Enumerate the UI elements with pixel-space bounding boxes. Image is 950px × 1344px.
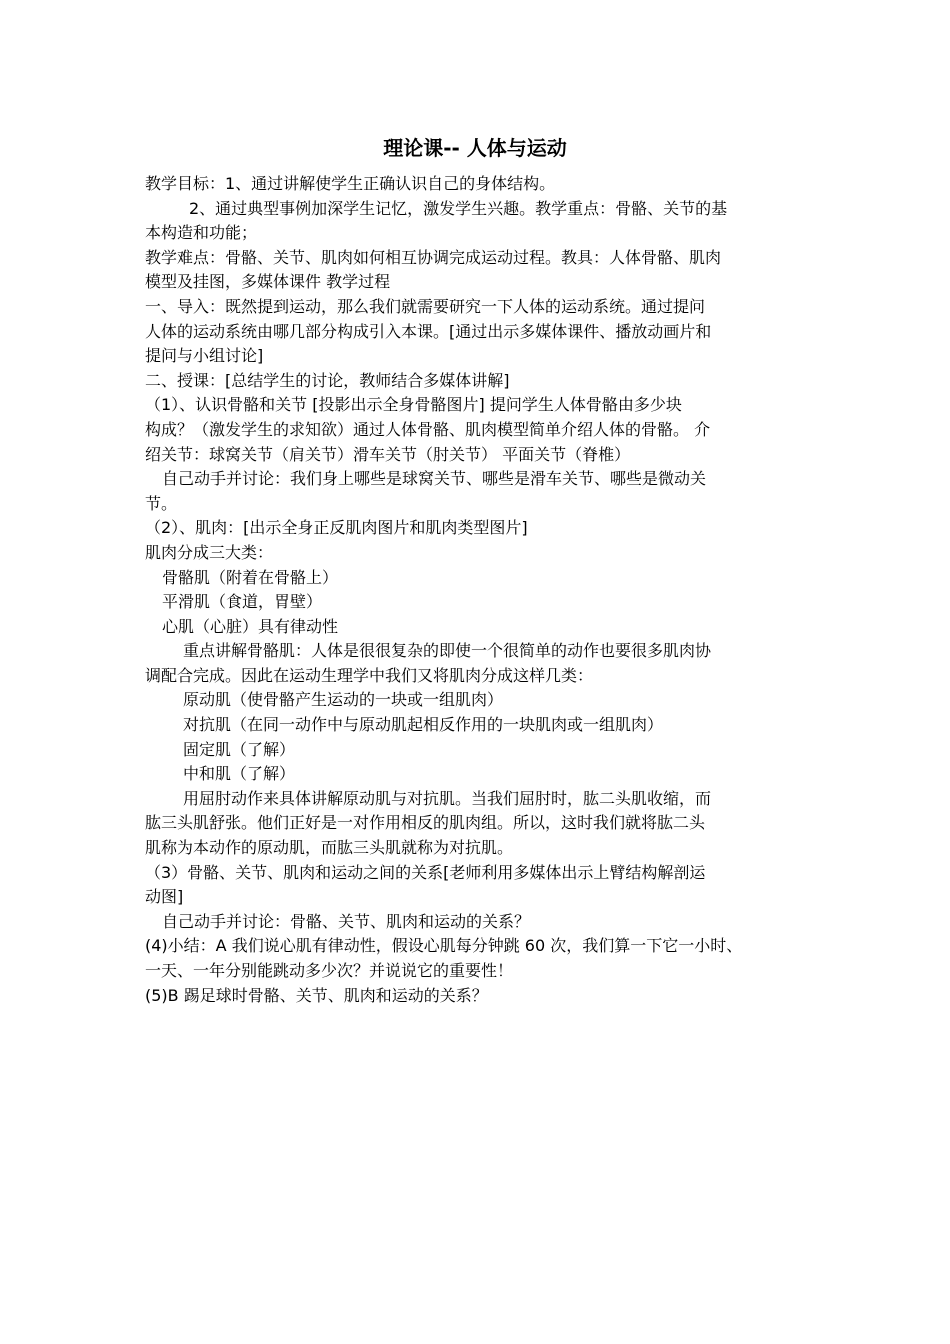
line-elbow-3: 肌称为本动作的原动肌，而肱三头肌就称为对抗肌。 — [145, 838, 514, 858]
line-discussion-2: 节。 — [145, 493, 178, 513]
line-key-points-cont: 本构造和功能； — [145, 223, 258, 243]
line-teaching-goal-2: 2、通过典型事例加深学生记忆，激发学生兴趣。教学重点：骨骼、关节的基 — [189, 198, 728, 218]
line-smooth-muscle: 平滑肌（食道，胃壁） — [162, 592, 323, 612]
line-discussion-1: 自己动手并讨论：我们身上哪些是球窝关节、哪些是滑车关节、哪些是微动关 — [162, 469, 707, 489]
line-relationship-2: 动图] — [145, 887, 184, 907]
line-skeletal-focus-1: 重点讲解骨骼肌：人体是很很复杂的即使一个很简单的动作也要很多肌肉协 — [183, 641, 712, 661]
line-summary-2: 一天、一年分别能跳动多少次？并说说它的重要性！ — [145, 961, 514, 980]
line-skeletal-muscle: 骨骼肌（附着在骨骼上） — [162, 567, 339, 587]
line-bones-joints-1: （1）、认识骨骼和关节 [投影出示全身骨骼图片] 提问学生人体骨骼由多少块 — [145, 395, 682, 415]
line-bones-joints-3: 绍关节：球窝关节（肩关节）滑车关节（肘关节） 平面关节（脊椎） — [145, 444, 631, 464]
line-bones-joints-2: 构成？（激发学生的求知欲）通过人体骨骼、肌肉模型简单介绍人体的骨骼。 介 — [145, 419, 711, 439]
line-intro-2: 人体的运动系统由哪几部分构成引入本课。[通过出示多媒体课件、播放动画片和 — [145, 321, 712, 341]
line-summary-1: (4)小结：A 我们说心肌有律动性，假设心肌每分钟跳 60 次，我们算一下它一小时、 — [145, 936, 743, 956]
line-teaching-aids: 模型及挂图，多媒体课件 教学过程 — [145, 272, 391, 292]
line-football: (5)B 踢足球时骨骼、关节、肌肉和运动的关系？ — [145, 985, 488, 1005]
line-difficulties: 教学难点：骨骼、关节、肌肉如何相互协调完成运动过程。教具：人体骨骼、肌肉 — [145, 247, 722, 267]
line-fixator: 固定肌（了解） — [183, 739, 296, 759]
line-muscle-types: 肌肉分成三大类： — [145, 542, 274, 562]
line-agonist: 原动肌（使骨骼产生运动的一块或一组肌肉） — [183, 690, 504, 710]
line-elbow-1: 用屈肘动作来具体讲解原动肌与对抗肌。当我们屈肘时，肱二头肌收缩，而 — [183, 788, 712, 808]
line-intro-1: 一、导入：既然提到运动，那么我们就需要研究一下人体的运动系统。通过提问 — [145, 296, 706, 316]
line-intro-3: 提问与小组讨论] — [145, 346, 264, 366]
line-skeletal-focus-2: 调配合完成。因此在运动生理学中我们又将肌肉分成这样几类： — [145, 665, 594, 685]
line-lecture-heading: 二、授课：[总结学生的讨论，教师结合多媒体讲解] — [145, 370, 510, 390]
line-relationship-1: （3）骨骼、关节、肌肉和运动之间的关系[老师利用多媒体出示上臂结构解剖运 — [145, 862, 706, 882]
line-synergist: 中和肌（了解） — [183, 764, 296, 784]
line-elbow-2: 肱三头肌舒张。他们正好是一对作用相反的肌肉组。所以，这时我们就将肱二头 — [145, 813, 706, 833]
line-antagonist: 对抗肌（在同一动作中与原动肌起相反作用的一块肌肉或一组肌肉） — [183, 715, 664, 735]
document-body — [145, 172, 825, 1008]
document-title: 理论课-- 人体与运动 — [383, 136, 567, 160]
line-muscles-heading: （2）、肌肉：[出示全身正反肌肉图片和肌肉类型图片] — [145, 518, 528, 538]
line-relationship-discussion: 自己动手并讨论：骨骼、关节、肌肉和运动的关系？ — [162, 911, 531, 931]
line-cardiac-muscle: 心肌（心脏）具有律动性 — [162, 616, 339, 636]
line-teaching-goal-1: 教学目标：1、通过讲解使学生正确认识自己的身体结构。 — [145, 174, 556, 193]
